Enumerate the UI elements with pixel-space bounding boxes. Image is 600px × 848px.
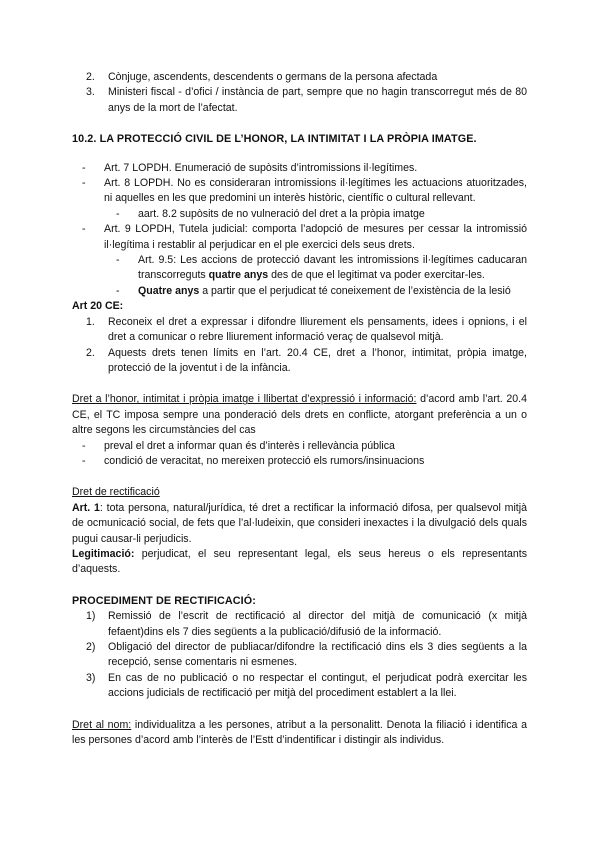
lopdh-list [72,161,527,300]
list-item: - aart. 8.2 supòsits de no vulneració del dret a la pròpia imatge [116,207,425,220]
document-page [72,70,527,748]
procediment-list [72,609,527,701]
list-item: 3. Ministeri fiscal - d’ofici / instància de part, sempre que no hagin transcorregut més de 80 anys de la mort de l’afectat. [86,86,527,114]
list-item: - Quatre anys a partir que el perjudicat té coneixement de l’existència de la lesió [116,284,511,297]
rectificacio-art1: Art. 1: tota persona, natural/jurídica, té dret a rectificar la informació difosa, per qualsevol mitjà de ocmunicació social, de fets que l’al·ludeixin, que consideri inexactes i la divulgació dels quals pugui causar-li perjudicis. [72,501,527,545]
rectificacio-legitimacio: Legitimació: perjudicat, el seu representant legal, els seus hereus o els representants d’aquests. [72,547,527,576]
list-item: - Art. 8 LOPDH. No es consideraran intromissions il·legítimes les actuacions atuoritzades, ni aquelles en les que predomini un interès històric, científic o cultural rellevant. [82,177,527,205]
top-numbered-list [72,70,527,116]
list-item: 1. Reconeix el dret a expressar i difondre lliurement els pensaments, idees i opnions, i el dret a comunicar o rebre lliurement informació veraç de qualsevol mitjà. [86,315,527,344]
list-item: - Art. 9 LOPDH, Tutela judicial: comporta l’adopció de mesures per cessar la intromissió il·legítima i restablir al perjudicar en el ple exercici dels seus drets. [82,223,527,251]
dret-honor-paragraph: Dret a l’honor, intimitat i pròpia imatge i llibertat d’expressió i informació: d’acord amb l’art. 20.4 CE, el TC imposa sempre una ponderació dels drets en conflicte, atorgant preferència a un o altre segons les circumstàncies del cas [72,393,527,437]
list-item: - Art. 7 LOPDH. Enumeració de supòsits d’intromissions il·legítimes. [82,161,418,174]
list-item: 1) Remissió de l’escrit de rectificació al director del mitjà de comunicació (x mitjà fefaent)dins els 7 dies següents a la publicació/difusió de la informació. [86,610,527,638]
art20-heading: Art 20 CE: [72,300,124,313]
list-item: 2. Aquests drets tenen límits en l’art. 20.4 CE, dret a l’honor, intimitat, pròpia imatge, protecció de la joventut i de la infància. [86,346,527,374]
list-item: - preval el dret a informar quan és d’interès i rellevància pública [82,439,395,452]
rectificacio-heading: Dret de rectificació [72,486,160,499]
list-item: 2. Cònjuge, ascendents, descendents o germans de la persona afectada [86,71,438,83]
art20-list [72,315,527,377]
list-item: - Art. 9.5: Les accions de protecció davant les intromissions il·legítimes caducaran transcorreguts quatre anys des de que el legitimat va poder exercitar-les. [116,254,527,282]
procediment-heading: PROCEDIMENT DE RECTIFICACIÓ: [72,594,256,607]
list-item: 2) Obligació del director de publiacar/difondre la rectificació dins els 3 dies següents a la recepció, sense comentaris ni esmenes. [86,641,527,669]
dret-nom-paragraph: Dret al nom: individualitza a les persones, atribut a la personalitt. Denota la filiació i identifica a les persones d’acord amb l’interès de l’Estt d’indentificar i distingir als individus. [72,718,527,747]
section-title: 10.2. LA PROTECCIÓ CIVIL DE L’HONOR, LA INTIMITAT I LA PRÒPIA IMATGE. [72,133,477,146]
list-item: - condició de veracitat, no mereixen protecció els rumors/insinuacions [82,454,425,467]
list-item: 3) En cas de no publicació o no respectar el contingut, el perjudicat podrà exercitar les accions judicials de rectificació per mitjà del procediment establert a la llei. [86,671,527,700]
